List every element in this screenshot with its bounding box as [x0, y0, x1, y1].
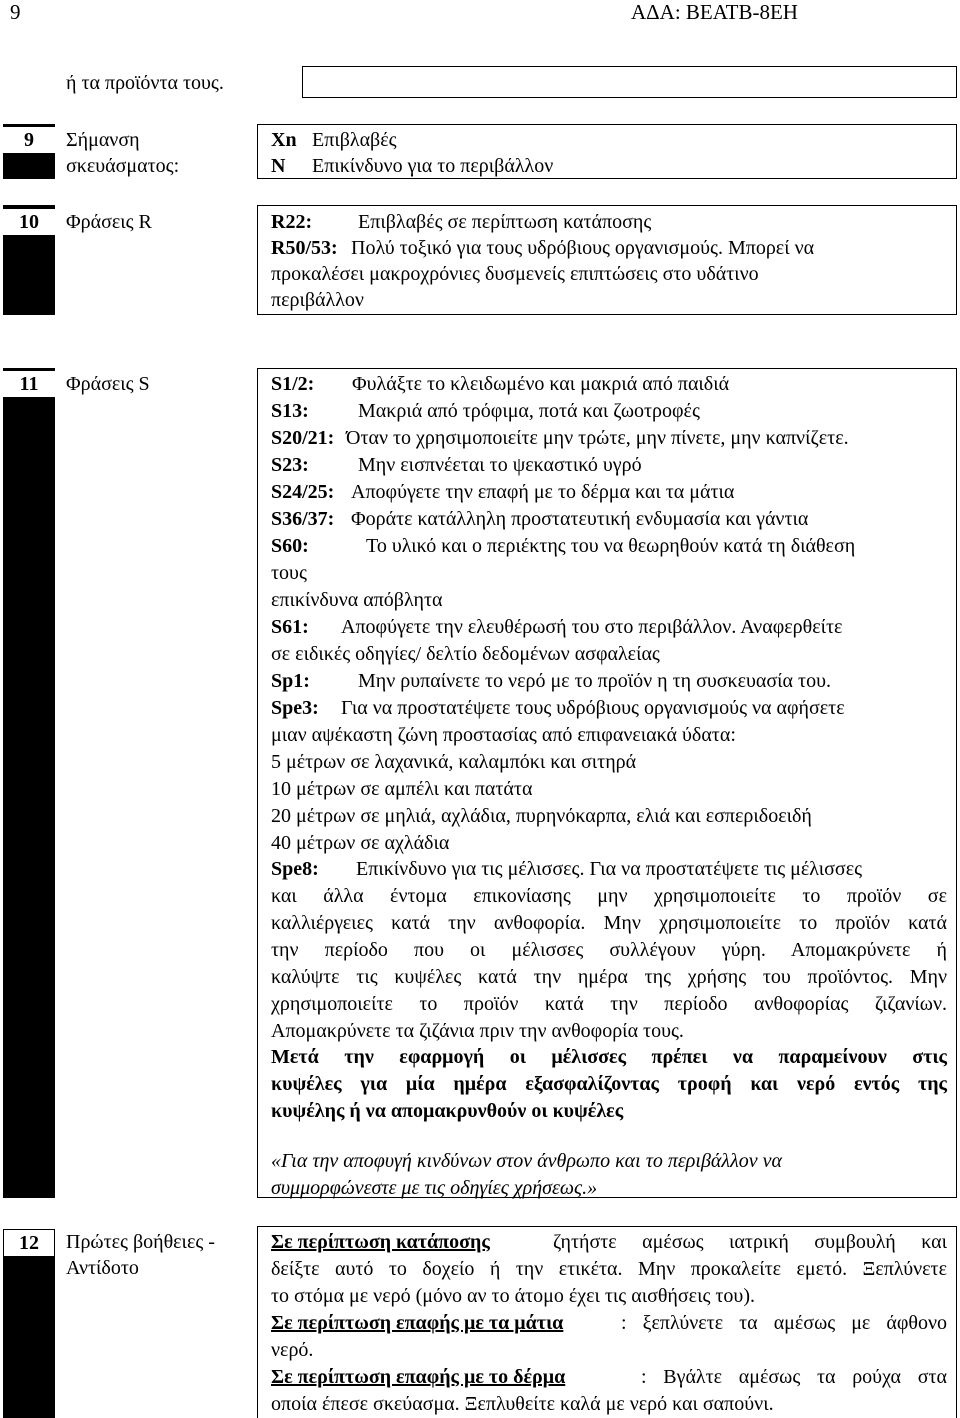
section-10-label: Φράσεις R	[66, 211, 152, 233]
eye-contact-line-2: νερό.	[271, 1339, 314, 1361]
spe8-line-4: την περίοδο που οι μέλισσες συλλέγουν γύρη. Απομακρύνετε ή	[271, 939, 947, 961]
s-text: επικίνδυνα απόβλητα	[271, 589, 443, 611]
s-text: τους	[271, 562, 307, 584]
s-code: S24/25:	[271, 481, 335, 503]
skin-contact-line-2: οποία έπεσε σκεύασμα. Ξεπλυθείτε καλά με νερό και σαπούνι.	[271, 1393, 774, 1415]
s-text: Το υλικό και ο περιέκτης του να θεωρηθούν κατά τη διάθεση	[366, 535, 856, 557]
section-12-label-line-1: Πρώτες βοήθειες -	[66, 1231, 215, 1253]
section-9-code-xn: Xn	[271, 129, 297, 151]
s-text: Για να προστατέψετε τους υδρόβιους οργανισμούς να αφήσετε	[341, 697, 845, 719]
ingestion-heading: Σε περίπτωση κατάποσης	[271, 1231, 490, 1253]
spe8-line-7: Απομακρύνετε τα ζιζάνια πριν την ανθοφορία τους.	[271, 1020, 684, 1042]
eye-contact-heading: Σε περίπτωση επαφής με τα μάτια	[271, 1312, 564, 1334]
bee-warning-line-3: κυψέλης ή να απομακρυνθούν οι κυψέλες	[271, 1100, 624, 1122]
s-text: 10 μέτρων σε αμπέλι και πατάτα	[271, 778, 533, 800]
s-code: S23:	[271, 454, 309, 476]
s-text: Αποφύγετε την επαφή με το δέρμα και τα μάτια	[351, 481, 735, 503]
section-9-label-line-2: σκευάσματος:	[66, 155, 180, 177]
s-code: S1/2:	[271, 373, 315, 395]
section-10-text-r22: Επιβλαβές σε περίπτωση κατάποσης	[358, 211, 652, 233]
eye-contact-line-1: : ξεπλύνετε τα αμέσως με άφθονο	[621, 1312, 947, 1334]
ingestion-line-2: δείξτε αυτό το δοχείο ή την ετικέτα. Μην προκαλείτε εμετό. Ξεπλύνετε	[271, 1258, 947, 1280]
section-12-number-bar	[3, 1229, 55, 1418]
spe8-line-5: καλύψτε τις κυψέλες κατά την ημέρα της χρήσης του προϊόντος. Μην	[271, 966, 947, 988]
s-code: S36/37:	[271, 508, 335, 530]
section-10-code-r50: R50/53:	[271, 237, 338, 259]
spe8-line-2: και άλλα έντομα επικονίασης μην χρησιμοποιείτε το προϊόν σε	[271, 885, 947, 907]
bee-warning-line-1: Μετά την εφαρμογή οι μέλισσες πρέπει να παραμείνουν στις	[271, 1046, 947, 1068]
s-text: μιαν αψέκαστη ζώνη προστασίας από επιφανειακά ύδατα:	[271, 724, 736, 746]
section-11-number: 11	[3, 371, 55, 397]
spe8-line-1: Επικίνδυνο για τις μέλισσες. Για να προστατέψετε τις μέλισσες	[356, 858, 863, 880]
section-12-number: 12	[3, 1229, 55, 1257]
s-text: 20 μέτρων σε μηλιά, αχλάδια, πυρηνόκαρπα, ελιά και εσπεριδοειδή	[271, 805, 812, 827]
section-10-text-line-4: περιβάλλον	[271, 289, 364, 311]
s-code: S20/21:	[271, 427, 335, 449]
section-11-label: Φράσεις S	[66, 373, 150, 395]
s-text: Όταν το χρησιμοποιείτε μην τρώτε, μην πίνετε, μην καπνίζετε.	[346, 427, 849, 449]
spe8-code: Spe8:	[271, 858, 319, 880]
s-code: S13:	[271, 400, 309, 422]
continued-text: ή τα προϊόντα τους.	[66, 72, 224, 94]
s-text: Μην εισπνέεται το ψεκαστικό υγρό	[358, 454, 642, 476]
s-text: 40 μέτρων σε αχλάδια	[271, 832, 450, 854]
s-text: σε ειδικές οδηγίες/ δελτίο δεδομένων ασφαλείας	[271, 643, 660, 665]
ingestion-line-3: το στόμα με νερό (μόνο αν το άτομο έχει τις αισθήσεις του).	[271, 1285, 755, 1307]
s-text: 5 μέτρων σε λαχανικά, καλαμπόκι και σιτηρά	[271, 751, 637, 773]
ingestion-line-1: ζητήστε αμέσως ιατρική συμβουλή και	[553, 1231, 947, 1253]
s-text: Φυλάξτε το κλειδωμένο και μακριά από παιδιά	[352, 373, 730, 395]
section-9-number: 9	[3, 127, 55, 153]
s-code: S61:	[271, 616, 309, 638]
section-9-code-n: N	[271, 155, 286, 177]
document-ada-code: ΑΔΑ: ΒΕΑΤΒ-8ΕΗ	[631, 0, 798, 24]
spe8-line-6: χρησιμοποιείτε το προϊόν κατά την περίοδο ανθοφορίας ζιζανίων.	[271, 993, 947, 1015]
bee-warning-line-2: κυψέλες για μία ημέρα εξασφαλίζοντας τροφή και νερό εντός της	[271, 1073, 947, 1095]
page-number: 9	[10, 0, 21, 24]
section-10-text-r50: Πολύ τοξικό για τους υδρόβιους οργανισμούς. Μπορεί να	[351, 237, 815, 259]
s-code: Sp1:	[271, 670, 310, 692]
section-10-code-r22: R22:	[271, 211, 313, 233]
section-10-number: 10	[3, 209, 55, 235]
s-text: Μην ρυπαίνετε το νερό με το προϊόν η τη συσκευασία του.	[358, 670, 831, 692]
s-code: Spe3:	[271, 697, 319, 719]
skin-contact-line-1: : Βγάλτε αμέσως τα ρούχα στα	[641, 1366, 947, 1388]
section-11-number-bar	[3, 368, 55, 1198]
section-12-label-line-2: Αντίδοτο	[66, 1257, 139, 1279]
section-10-text-line-3: προκαλέσει μακροχρόνιες δυσμενείς επιπτώσεις στο υδάτινο	[271, 263, 759, 285]
skin-contact-heading: Σε περίπτωση επαφής με το δέρμα	[271, 1366, 566, 1388]
section-9-label-line-1: Σήμανση	[66, 129, 140, 151]
section-9-text-xn: Επιβλαβές	[312, 129, 397, 151]
section-9-text-n: Επικίνδυνο για το περιβάλλον	[312, 155, 554, 177]
s-text: Αποφύγετε την ελευθέρωσή του στο περιβάλλον. Αναφερθείτε	[341, 616, 843, 638]
s-code: S60:	[271, 535, 309, 557]
spe8-line-3: καλλιέργειες κατά την ανθοφορία. Μην χρησιμοποιείτε το προϊόν κατά	[271, 912, 947, 934]
empty-cell-box	[302, 66, 957, 98]
usage-note-line-2: συμμορφώνεστε με τις οδηγίες χρήσεως.»	[271, 1177, 598, 1199]
s-text: Μακριά από τρόφιμα, ποτά και ζωοτροφές	[358, 400, 700, 422]
usage-note-line-1: «Για την αποφυγή κινδύνων στον άνθρωπο και το περιβάλλον να	[271, 1150, 782, 1172]
s-text: Φοράτε κατάλληλη προστατευτική ενδυμασία και γάντια	[351, 508, 809, 530]
